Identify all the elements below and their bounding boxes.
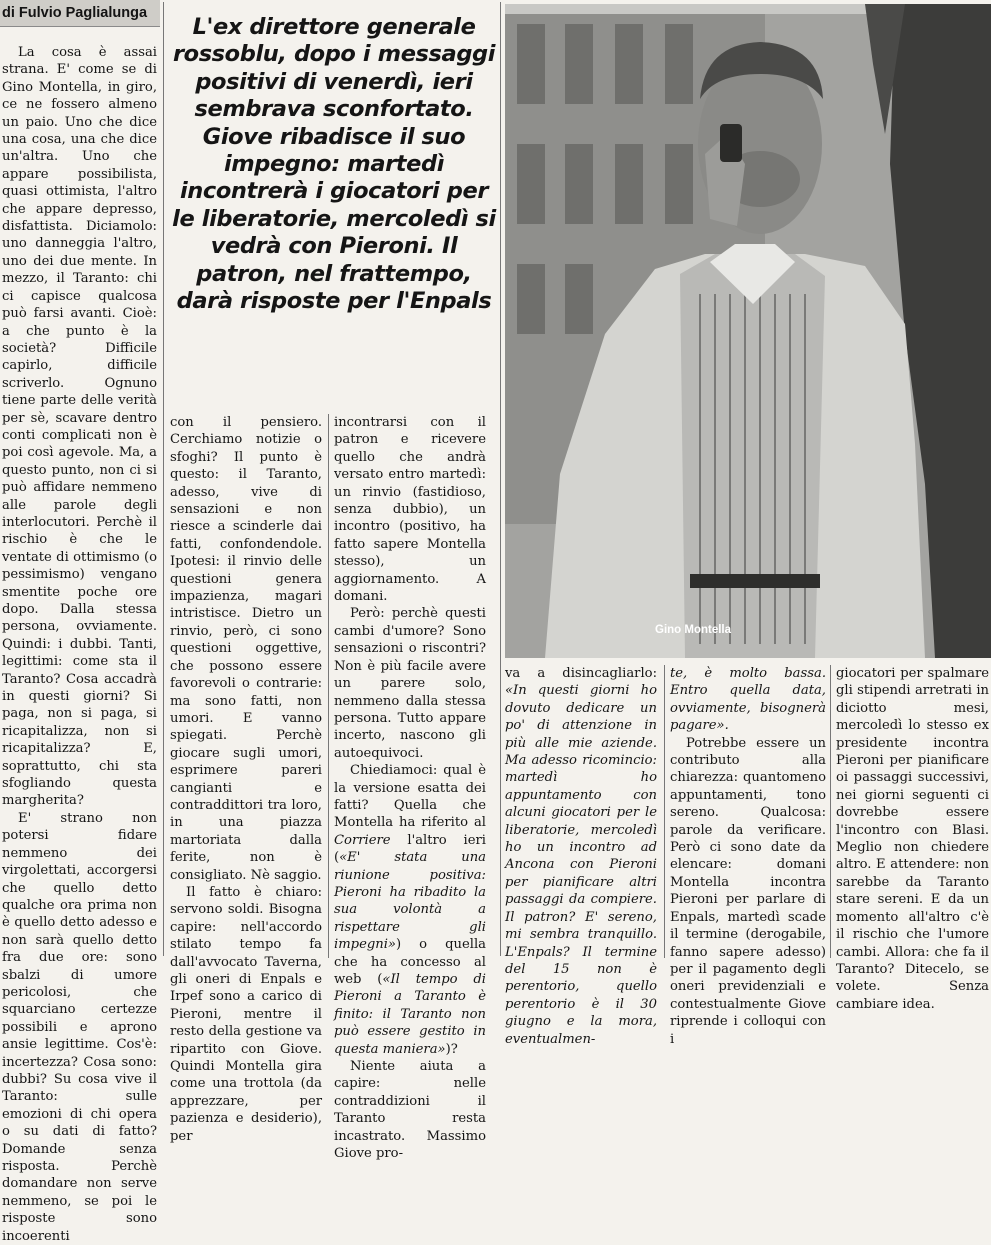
article-column-2 — [170, 414, 322, 1144]
quote: «In questi giorni ho dovuto dedicare un po' di attenzione in più alle mie aziende. Ma adesso ricomincio: martedì ho appuntamento con alcuni giocatori per le liberatorie, mercoledì ho un incontro ad Ancona con Pieroni per pianificare altri passaggi da compiere. Il patron? E' sereno, mi sembra tranquillo. L'Enpals? Il termine del 15 non è perentorio, quello perentorio è il 30 giugno e la mora, eventualmen- — [505, 683, 657, 1047]
quote: «E' stata una riunione positiva: Pieroni ha ribadito la sua volontà a rispettare gli impegni» — [334, 850, 486, 953]
article-column-4 — [505, 665, 657, 1047]
column-divider — [830, 665, 831, 958]
article-column-1 — [2, 44, 157, 1244]
article-photo — [505, 4, 991, 658]
paragraph — [334, 762, 486, 1058]
text-run: ) o quella che ha concesso al web ( — [334, 937, 486, 987]
paragraph — [505, 665, 657, 1048]
article-column-5 — [670, 665, 826, 1047]
newspaper-name: Corriere — [334, 832, 391, 848]
paragraph — [670, 665, 826, 735]
text-run: )? — [445, 1041, 458, 1057]
quote: te, è molto bassa. Entro quella data, ovviamente, bisognerà pagare». — [670, 666, 826, 734]
paragraph: E' strano non potersi fidare nemmeno dei virgolettati, accorgersi che quello detto qualche ora prima non è quello detto adesso e non sarà quello detto fra due ore: sono sbalzi di umore pericolosi, che squarciano certezze possibili e aprono ansie legittime. Cos'è: incertezza? Cosa sono: dubbi? Su cosa vive il Taranto: sulle emozioni di chi opera o su dati di fatto? Domande senza risposta. Perchè domandare non serve nemmeno, se poi le risposte sono incoerenti — [2, 810, 157, 1244]
text-run: va a disincagliarlo: — [505, 666, 657, 681]
column-divider — [500, 2, 501, 956]
paragraph: Però: perchè questi cambi d'umore? Sono sensazioni o riscontri? Non è più facile avere un parere solo, nemmeno dalla stessa persona. Tutto appare incerto, nascono gli autoequivoci. — [334, 606, 486, 761]
paragraph: incontrarsi con il patron e ricevere quello che andrà versato entro martedì: un rinvio (fastidioso, senza dubbio), un incontro (positivo, ha fatto sapere Montella stesso), un aggiornamento. A domani. — [334, 415, 486, 605]
column-divider — [328, 414, 329, 958]
paragraph: Potrebbe essere un contributo alla chiarezza: quantomeno appuntamenti, tono sereno. Qualcosa: parole da verificare. Però ci sono date da elencare: domani Montella incontra Pieroni per parlare di Enpals, martedì scade il termine (derogabile, fanno sapere adesso) per il pagamento degli oneri previdenziali e contestualmente Giove riprende i colloqui con i — [670, 735, 826, 1047]
article-headline: L'ex direttore generale rossoblu, dopo i messaggi positivi di venerdì, ieri sembrava sconfortato. Giove ribadisce il suo impegno: martedì incontrerà i giocatori per le liberatorie, mercoledì si vedrà con Pieroni. Il patron, nel frattempo, darà risposte per l'Enpals — [172, 14, 496, 315]
paragraph: Il fatto è chiaro: servono soldi. Bisogna capire: nell'accordo stilato tempo fa dall'avvocato Taverna, gli oneri di Enpals e Irpef sono a carico di Pieroni, mentre il resto della gestione va ripartito con Giove. Quindi Montella gira come una trottola (da apprezzare, per pazienza e desiderio), per — [170, 884, 322, 1144]
column-divider — [664, 665, 665, 958]
article-column-6 — [836, 665, 989, 1012]
column-divider — [163, 2, 164, 956]
paragraph: con il pensiero. Cerchiamo notizie o sfoghi? Il punto è questo: il Taranto, adesso, vive di sensazioni e non riesce a scinderle dai fatti, confondendole. Ipotesi: il rinvio delle questioni genera impazienza, magari intristisce. Dietro un rinvio, però, ci sono questioni oggettive, che possono essere favorevoli o contrarie: ma sono fatti, non umori. E vanno spiegati. Perchè giocare sugli umori, esprimere pareri cangianti e contraddittori tra loro, in una piazza martoriata dalla ferite, non è consigliato. Nè saggio. — [170, 415, 322, 883]
photo-caption: Gino Montella — [655, 624, 732, 636]
paragraph: giocatori per spalmare gli stipendi arretrati in diciotto mesi, mercoledì lo stesso ex presidente incontra Pieroni per pianificare oi passaggi successivi, nei giorni seguenti ci dovrebbe essere l'incontro con Blasi. Meglio non chiedere altro. E attendere: non sarebbe da Taranto stare sereni. E da un momento all'altro c'è il rischio che l'umore cambi. Allora: che fa il Taranto? Ditecelo, se volete. Senza cambiare idea. — [836, 666, 989, 1012]
article-column-3 — [334, 414, 486, 1162]
paragraph: La cosa è assai strana. E' come se di Gino Montella, in giro, ce ne fossero almeno un paio. Uno che dice una cosa, una che dice un'altra. Uno che appare possibilista, quasi ottimista, l'altro che appare depresso, disfattista. Diciamolo: uno danneggia l'altro, uno dei due mente. In mezzo, il Taranto: chi ci capisce qualcosa può farsi avanti. Cioè: a che punto è la società? Difficile capirlo, difficile scriverlo. Ognuno tiene parte delle verità per sè, scavare dentro conti complicati non è poi così agevole. Ma, a questo punto, non ci si può affidare nemmeno alle parole degli interlocutori. Perchè il rischio è che le ventate di ottimismo (o pessimismo) vengano smentite poche ore dopo. Dalla stessa persona, ovviamente. Quindi: i dubbi. Tanti, legittimi: come sta il Taranto? Cosa accadrà in questi giorni? Si paga, non si paga, si ricapitalizza, non si ricapitalizza? E, soprattutto, chi sta sfogliando questa margherita? — [2, 45, 157, 809]
text-run: l'altro ieri ( — [334, 832, 486, 866]
quote: «Il tempo di Pieroni a Taranto è finito: il Taranto non può essere gestito in questa maniera» — [334, 972, 486, 1057]
text-run: Chiediamoci: qual è la versione esatta dei fatti? Quella che Montella ha riferito al — [334, 763, 486, 831]
paragraph: Niente aiuta a capire: nelle contraddizioni il Taranto resta incastrato. Massimo Giove pro- — [334, 1059, 486, 1162]
byline: di Fulvio Paglialunga — [0, 0, 160, 27]
